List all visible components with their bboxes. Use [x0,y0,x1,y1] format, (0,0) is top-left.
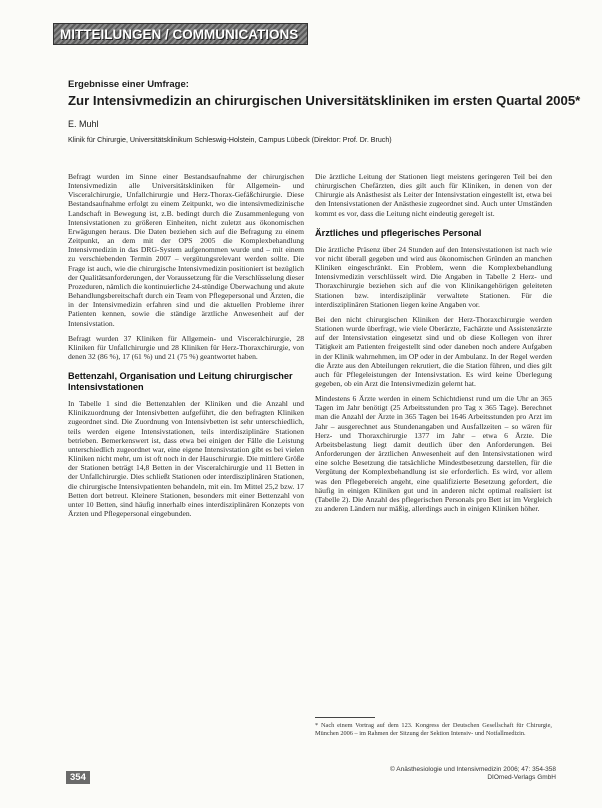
right-column [315,172,552,519]
footer-publisher: DIOmed-Verlags GmbH [487,774,556,781]
article-kicker: Ergebnisse einer Umfrage: [68,79,189,90]
section-heading: Ärztliches und pflegerisches Personal [315,227,482,238]
article-title: Zur Intensivmedizin an chirurgischen Universitätskliniken im ersten Quartal 2005* [68,93,581,108]
article-author: E. Muhl [68,119,99,129]
body-paragraph: In Tabelle 1 sind die Bettenzahlen der Kliniken und die Anzahl und Klinikzuordnung der Intensivbetten aufgeführt, die den befragten Kliniken zugeordnet sind. Die Zuordnung von Intensivbetten ist sehr unterschiedlich, teils werden eigene Intensivstationen, teils interdisziplinäre Stationen betrieben. Bemerkenswert ist, dass etwa bei einigen der Fälle die Leistung unterschiedlich zugeordnet war, eine eigene Intensivstation gibt es bei vielen Kliniken nicht mehr, um ist oft noch in der Hauschirurgie. Die mittlere Größe der Stationen beträgt 14,8 Betten in der Visceralchirurgie und 11 Betten in der Unfallchirurgie. Dies schließt Stationen oder interdisziplinären Stationen, die chirurgische Intensivpatienten behandeln, mit ein. Im Mittel 25,2 bzw. 17 Betten dort betreut. Kleinere Stationen, besonders mit einer Bettenzahl von unter 10 Betten, sind häufig innerhalb eines interdisziplinären Konzepts von Ärzten und Pflegepersonal eingebunden. [68,399,304,518]
section-heading: Bettenzahl, Organisation und Leitung chirurgischer Intensivstationen [68,371,293,393]
body-paragraph: Bei den nicht chirurgischen Kliniken der Herz-Thoraxchirurgie werden Stationen wurde überfragt, wie viele Oberärzte, Fachärzte und Assistenzärzte auf der Intensivstation eingesetzt sind und ob diese Kollegen von ihrer Tätigkeit am Patienten freigestellt sind oder daneben noch andere Aufgaben in der Klinik wahrnehmen, im OP oder in der Ambulanz. In der Regel werden die Ärzte aus den Abteilungen rekrutiert, die die Station führen, und dies gilt auch für Pflegeleistungen der Intensivstation. Es wird keine Überlegung gegeben, ob ein Arzt die Intensivmedizin gelernt hat. [315,314,552,388]
body-paragraph: Befragt wurden 37 Kliniken für Allgemein- und Visceralchirurgie, 28 Kliniken für Unfallchirurgie und 28 Kliniken für Herz-Thoraxchirurgie, von denen 32 (86 %), 17 (61 %) und 21 (75 %) geantwortet haben. [68,333,304,361]
body-paragraph: Befragt wurden im Sinne einer Bestandsaufnahme der chirurgischen Intensivmedizin alle Universitätskliniken für Allgemein- und Visceralchirurgie, Unfallchirurgie und Herz-Thorax-Gefäßchirurgie. Diese Bestandsaufnahme erfolgt zu einem Zeitpunkt, wo die intensivmedizinische Landschaft in Bewegung ist, z.B. bedingt durch die Zusammenlegung von Intensivstationen zu größeren Einheiten, nicht zuletzt aus ökonomischen Erwägungen heraus. Die Daten beziehen sich auf die Befragung zu einem Zeitpunkt, an dem mit der OPS 2005 die Komplexbehandlung Intensivmedizin in das DRG-System aufgenommen wurde und – mit einem zu verschiebenden Termin 2007 – vergütungsrelevant werden sollte. Die Frage ist auch, wie die chirurgische Intensivmedizin positioniert ist bezüglich der Qualitätsanforderungen, der Voraussetzung für die Verschlüsselung dieser Prozeduren, nämlich die kontinuierliche 24-stündige Überwachung und akute Behandlungsbereitschaft durch ein Team von Pflegepersonal und Ärzten, die in der Intensivmedizin erfahren sind und die aktuellen Probleme ihrer Patienten kennen, sowie die ständige ärztliche Anwesenheit auf der Intensivstation. [68,172,304,328]
section-banner: MITTEILUNGEN / COMMUNICATIONS [53,23,308,45]
footnote: * Nach einem Vortrag auf dem 123. Kongress der Deutschen Gesellschaft für Chirurgie, München 2006 – im Rahmen der Sitzung der Sektion Intensiv- und Notfallmedizin. [315,722,552,737]
body-paragraph: Mindestens 6 Ärzte werden in einem Schichtdienst rund um die Uhr an 365 Tagen im Jahr benötigt (25 Arbeitsstunden pro Tag x 365 Tage). Berechnet man die Anzahl der Ärzte in 365 Tagen bei 1646 Arbeitsstunden pro Arzt im Jahr – ausgerechnet aus Stundenangaben und Ausfallzeiten – so wären für Herz- und Thoraxchirurgie 1377 im Jahr – etwa 6 Ärzte. Die Arbeitsbelastung liegt damit deutlich über den Anforderungen. Bei Anforderungen der ärztlichen Anwesenheit auf den Intensivstationen wird eine solche Besetzung die tatsächliche Mindestbesetzung darstellen, für die Vergütung der Komplexbehandlung ist sie erforderlich. Es wird, vor allem was den Pflegebereich angeht, eine qualifizierte Besetzung gefordert, die häufig in einigen Kliniken gut und in anderen nicht optimal realisiert ist (Tabelle 2). Die Anzahl des pflegerischen Personals pro Bett ist im Vergleich zu anderen Ländern nur mäßig, allerdings auch in einigen Kliniken höher. [315,394,552,513]
body-paragraph: Die ärztliche Präsenz über 24 Stunden auf den Intensivstationen ist nach wie vor nicht überall gegeben und wird aus ökonomischen Gründen an manchen Kliniken eingeschränkt. Ein Problem, wenn die Komplexbehandlung Intensivmedizin verschlüsselt wird. Die Angaben in Tabelle 2 Herz- und Thoraxchirurgie beziehen sich auf die von Klinikangehörigen geleiteten Stationen bzw. interdisziplinär verwaltete Stationen. Für die interdisziplinären Stationen liegen keine Angaben vor. [315,244,552,309]
footnote-divider [315,717,375,718]
footer-citation: © Anästhesiologie und Intensivmedizin 2006; 47: 354-358 [390,766,556,773]
body-paragraph: Die ärztliche Leitung der Stationen liegt meistens geringeren Teil bei den chirurgischen Chefärzten, dies gilt auch für Kliniken, in denen von der Chirurgie als Anästhesist als Leiter der Intensivstation eingestellt ist, etwa bei den Intensivstationen der Anästhesie zugeordnet sind. Auch unter Umständen kommt es vor, dass die Leitung nicht eindeutig geregelt ist. [315,172,552,218]
left-column [68,172,304,524]
page-number: 354 [66,771,90,784]
author-affiliation: Klinik für Chirurgie, Universitätsklinikum Schleswig-Holstein, Campus Lübeck (Direktor: Prof. Dr. Bruch) [68,136,392,144]
page-footer [356,766,556,782]
